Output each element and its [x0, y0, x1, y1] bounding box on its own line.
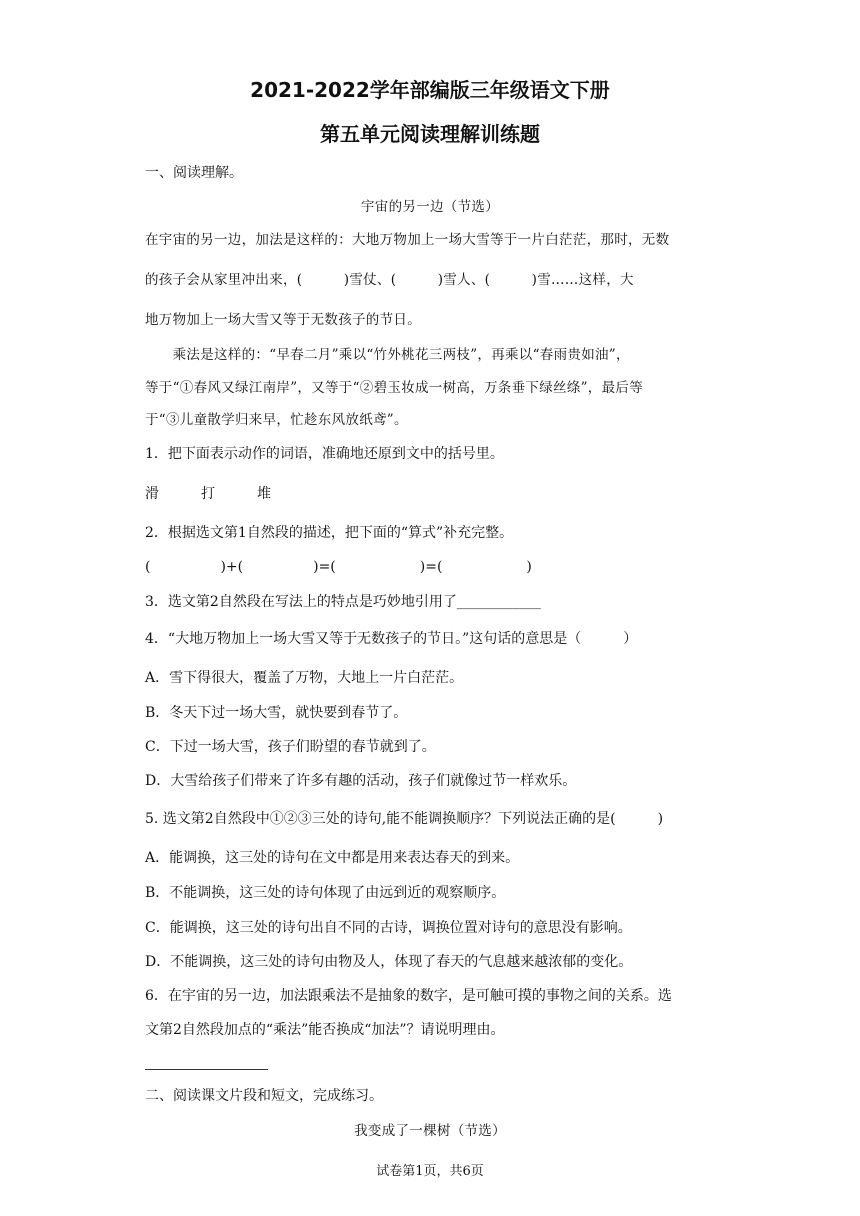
passage-title: 我变成了一棵树（节选） — [354, 1123, 506, 1139]
paragraph-line: 乘法是这样的：“早春二月”乘以“竹外桃花三两枝”，再乘以“春雨贵如油”， — [145, 347, 630, 363]
question-1-words: 滑 打 堆 — [145, 486, 271, 502]
option-d: D．大雪给孩子们带来了许多有趣的活动，孩子们就像过节一样欢乐。 — [145, 773, 577, 789]
option-c: C．下过一场大雪，孩子们盼望的春节就到了。 — [145, 739, 436, 755]
question-6-line: 6．在宇宙的另一边，加法跟乘法不是抽象的数字，是可触可摸的事物之间的关系。选 — [145, 988, 672, 1004]
paragraph-line: 地万物加上一场大雪又等于无数孩子的节日。 — [145, 312, 421, 328]
question-1: 1．把下面表示动作的词语，准确地还原到文中的括号里。 — [145, 446, 504, 462]
option-b: B．冬天下过一场大雪，就快要到春节了。 — [145, 705, 408, 721]
page-footer: 试卷第1页，共6页 — [376, 1164, 484, 1179]
paragraph-line: 等于“①春风又绿江南岸”，又等于“②碧玉妆成一树高，万条垂下绿丝绦”，最后等 — [145, 380, 644, 396]
option-a: A．能调换，这三处的诗句在文中都是用来表达春天的到来。 — [145, 850, 520, 866]
question-3: 3．选文第2自然段在写法上的特点是巧妙地引用了____________ — [145, 594, 541, 610]
question-6-line: 文第2自然段加点的“乘法”能否换成“加法”？请说明理由。 — [145, 1022, 505, 1038]
option-b: B．不能调换，这三处的诗句体现了由远到近的观察顺序。 — [145, 885, 506, 901]
option-c: C．能调换，这三处的诗句出自不同的古诗，调换位置对诗句的意思没有影响。 — [145, 920, 632, 936]
passage-title: 宇宙的另一边（节选） — [361, 199, 499, 215]
answer-line — [145, 1069, 268, 1070]
question-5: 5. 选文第2自然段中①②③三处的诗句,能不能调换顺序？下列说法正确的是( ) — [145, 811, 664, 827]
paragraph-line: 在宇宙的另一边，加法是这样的：大地万物加上一场大雪等于一片白茫茫，那时，无数 — [145, 232, 670, 248]
option-a: A．雪下得很大，覆盖了万物，大地上一片白茫茫。 — [145, 670, 464, 686]
section-heading: 二、阅读课文片段和短文，完成练习。 — [145, 1088, 383, 1104]
paragraph-line: 于“③儿童散学归来早，忙趁东风放纸鸢”。 — [145, 412, 408, 428]
question-2-formula: ( )+( )=( )=( ) — [145, 559, 532, 575]
paragraph-line: 的孩子会从家里冲出来，( )雪仗、( )雪人、( )雪……这样，大 — [145, 272, 634, 288]
document-title: 2021-2022学年部编版三年级语文下册 — [250, 78, 610, 102]
question-4: 4．“大地万物加上一场大雪又等于无数孩子的节日。”这句话的意思是（ ） — [145, 631, 638, 647]
document-subtitle: 第五单元阅读理解训练题 — [320, 122, 540, 146]
option-d: D．不能调换，这三处的诗句由物及人，体现了春天的气息越来越浓郁的变化。 — [145, 954, 633, 970]
section-heading: 一、阅读理解。 — [145, 165, 243, 181]
question-2: 2．根据选文第1自然段的描述，把下面的“算式”补充完整。 — [145, 525, 514, 541]
